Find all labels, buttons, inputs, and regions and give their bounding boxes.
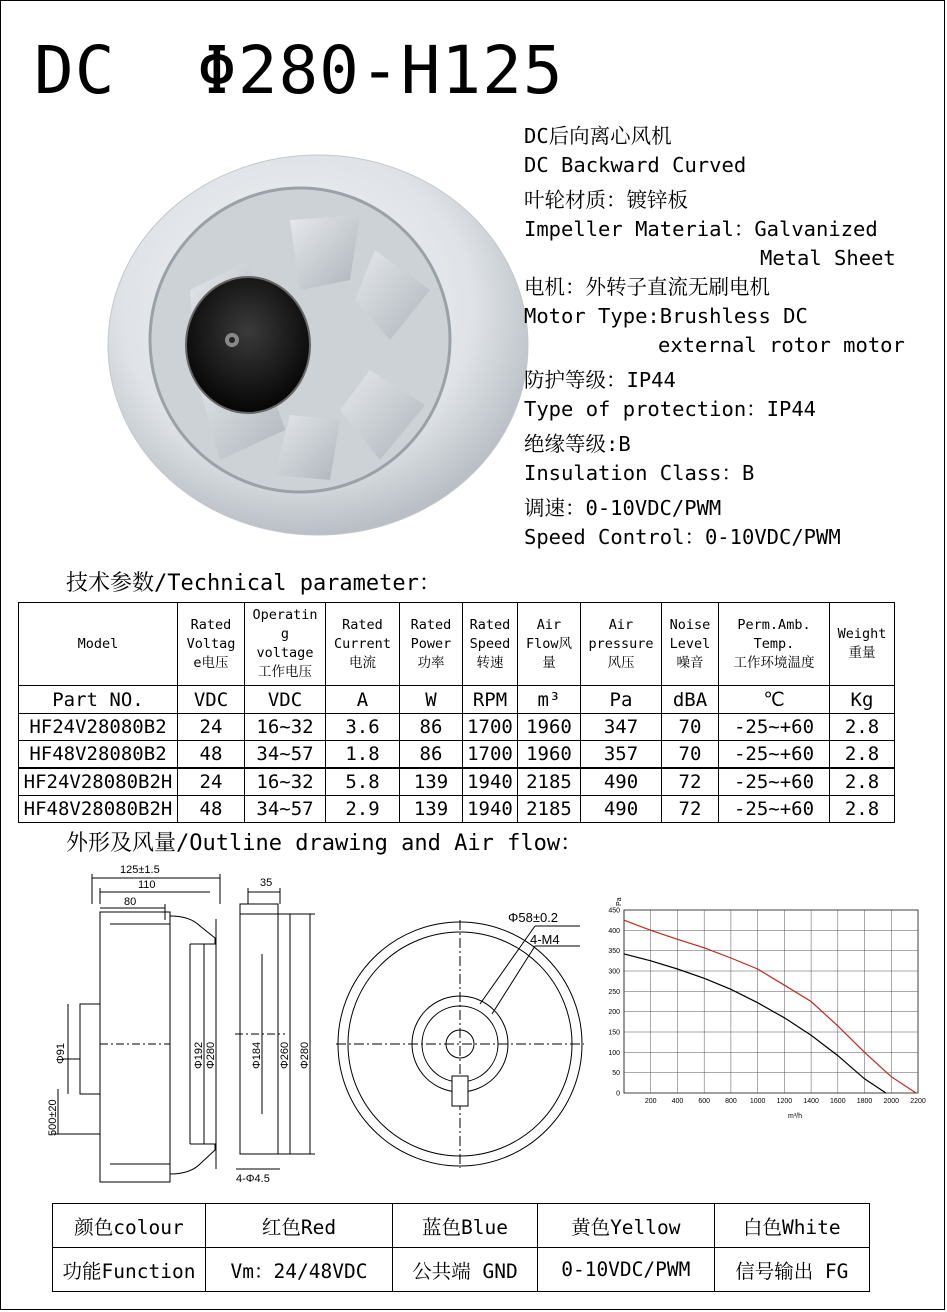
table-cell: VDC (245, 686, 326, 714)
colour-cell: 黄色Yellow (537, 1204, 714, 1248)
dim-125: 125±1.5 (120, 864, 160, 876)
header-cell: Weight 重量 (830, 603, 895, 686)
table-cell: 48 (178, 741, 245, 769)
y-tick-label: 250 (608, 988, 620, 996)
table-row (19, 796, 895, 823)
function-cell: 信号输出 FG (714, 1248, 869, 1292)
wiring-table (52, 1203, 870, 1292)
y-tick-label: 300 (608, 968, 620, 976)
x-tick-label: 800 (725, 1098, 737, 1105)
table-cell: 24 (178, 768, 245, 796)
x-tick-label: 600 (698, 1098, 711, 1105)
dim-phi260: Φ260 (279, 1041, 291, 1069)
table-cell: ℃ (719, 686, 830, 714)
table-cell: 1700 (463, 741, 518, 769)
chart-ylabel: Pa (616, 897, 623, 906)
y-tick-label: 350 (608, 948, 620, 956)
table-cell: Kg (830, 686, 895, 714)
y-tick-label: 0 (616, 1090, 620, 1098)
table-cell: 1.8 (326, 741, 400, 769)
airflow-chart (596, 888, 936, 1120)
wiring-colour-row (53, 1204, 870, 1248)
header-cell: Rated Speed 转速 (463, 603, 518, 686)
outline-heading: 外形及风量/Outline drawing and Air flow： (66, 831, 583, 856)
tech-heading: 技术参数/Technical parameter： (66, 571, 441, 596)
y-tick-label: 150 (608, 1029, 620, 1037)
table-cell: 1960 (518, 714, 581, 741)
spec-type-en: DC Backward Curved (524, 153, 747, 177)
x-tick-label: 2200 (910, 1098, 926, 1105)
x-tick-label: 1000 (749, 1098, 766, 1105)
spec-impeller-cn: 叶轮材质：镀锌板 (524, 188, 688, 212)
table-cell: 490 (581, 796, 662, 823)
table-cell: 2.9 (326, 796, 400, 823)
table-cell: 70 (662, 741, 719, 769)
spec-impeller-en-2: Metal Sheet (760, 246, 896, 270)
y-tick-label: 450 (608, 907, 620, 915)
table-cell: 72 (662, 796, 719, 823)
outline-drawing (40, 864, 600, 1194)
x-tick-label: 1400 (803, 1098, 819, 1105)
table-cell: 490 (581, 768, 662, 796)
table-cell: HF48V28080B2H (19, 796, 178, 823)
x-tick-label: 400 (671, 1098, 684, 1105)
table-cell: m³ (518, 686, 581, 714)
spec-motor-cn: 电机：外转子直流无刷电机 (524, 275, 770, 299)
table-cell: -25~+60 (719, 714, 830, 741)
colour-cell: 蓝色Blue (393, 1204, 538, 1248)
table-cell: 2185 (518, 768, 581, 796)
dim-80: 80 (124, 896, 137, 908)
table-cell: 2.8 (830, 714, 895, 741)
dim-phi91: Φ91 (55, 1042, 67, 1064)
table-cell: Part NO. (19, 686, 178, 714)
spec-impeller-en-1: Impeller Material：Galvanized (524, 217, 878, 241)
table-cell: 86 (400, 741, 463, 769)
page-title: DC Φ280-H125 (34, 32, 564, 109)
tech-table (18, 602, 895, 823)
x-tick-label: 1600 (830, 1098, 846, 1105)
series-line (624, 954, 886, 1093)
table-cell: W (400, 686, 463, 714)
table-cell: 5.8 (326, 768, 400, 796)
table-cell: 34~57 (245, 796, 326, 823)
dim-m4: 4-M4 (530, 932, 560, 947)
table-cell: 34~57 (245, 741, 326, 769)
table-cell: HF24V28080B2H (19, 768, 178, 796)
table-cell: -25~+60 (719, 796, 830, 823)
table-cell: -25~+60 (719, 768, 830, 796)
header-cell: Air Flow风 量 (518, 603, 581, 686)
table-cell: 16~32 (245, 768, 326, 796)
header-cell: Perm.Amb. Temp. 工作环境温度 (719, 603, 830, 686)
y-tick-label: 200 (608, 1009, 620, 1017)
spec-insulation-cn: 绝缘等级:B (524, 432, 631, 456)
table-cell: 347 (581, 714, 662, 741)
spec-motor-en-1: Motor Type:Brushless DC (524, 304, 808, 328)
table-cell: Pa (581, 686, 662, 714)
function-cell: Vm：24/48VDC (206, 1248, 393, 1292)
colour-cell: 白色White (714, 1204, 869, 1248)
table-cell: 48 (178, 796, 245, 823)
table-cell: 139 (400, 796, 463, 823)
units-row (19, 686, 895, 714)
dim-phi280: Φ280 (205, 1041, 217, 1069)
header-cell: Model (19, 603, 178, 686)
dim-110: 110 (138, 879, 156, 891)
dim-phi58: Φ58±0.2 (508, 910, 559, 925)
table-cell: 1960 (518, 741, 581, 769)
header-cell: Rated Power 功率 (400, 603, 463, 686)
spec-speed-cn: 调速：0-10VDC/PWM (524, 496, 722, 520)
table-cell: 2185 (518, 796, 581, 823)
tech-header-row (19, 603, 895, 686)
header-cell: Air pressure 风压 (581, 603, 662, 686)
dim-500: 500±20 (47, 1099, 59, 1136)
function-label: 功能Function (53, 1248, 206, 1292)
colour-cell: 红色Red (206, 1204, 393, 1248)
table-row (19, 741, 895, 769)
table-cell: 1940 (463, 768, 518, 796)
spec-type-cn: DC后向离心风机 (524, 124, 672, 148)
y-tick-label: 400 (608, 927, 620, 935)
dim-holes: 4-Φ4.5 (236, 1173, 270, 1185)
spec-motor-en-2: external rotor motor (658, 333, 905, 357)
table-cell: 70 (662, 714, 719, 741)
dim-phi280: Φ280 (299, 1041, 311, 1069)
table-cell: 139 (400, 768, 463, 796)
dim-35: 35 (260, 877, 273, 889)
y-tick-label: 50 (612, 1070, 620, 1078)
spec-protection-cn: 防护等级：IP44 (524, 368, 676, 392)
dim-phi184: Φ184 (251, 1041, 263, 1069)
plot-area (624, 910, 918, 1093)
function-cell: 公共端 GND (393, 1248, 538, 1292)
chart-xlabel: m³/h (788, 1113, 802, 1120)
header-cell: Noise Level 噪音 (662, 603, 719, 686)
table-cell: 24 (178, 714, 245, 741)
spec-protection-en: Type of protection：IP44 (524, 397, 817, 421)
spec-insulation-en: Insulation Class：B (524, 461, 755, 485)
table-cell: 16~32 (245, 714, 326, 741)
header-cell: Rated Voltag e电压 (178, 603, 245, 686)
table-cell: dBA (662, 686, 719, 714)
colour-label: 颜色colour (53, 1204, 206, 1248)
spec-list (524, 122, 905, 552)
table-cell: 357 (581, 741, 662, 769)
table-cell: VDC (178, 686, 245, 714)
table-row (19, 714, 895, 741)
header-cell: Rated Current 电流 (326, 603, 400, 686)
y-tick-label: 100 (608, 1049, 620, 1057)
header-cell: Operatin g voltage 工作电压 (245, 603, 326, 686)
table-cell: HF48V28080B2 (19, 741, 178, 769)
table-cell: RPM (463, 686, 518, 714)
table-cell: A (326, 686, 400, 714)
table-cell: 86 (400, 714, 463, 741)
wiring-function-row (53, 1248, 870, 1292)
table-cell: 2.8 (830, 741, 895, 769)
function-cell: 0-10VDC/PWM (537, 1248, 714, 1292)
series-line (624, 920, 916, 1093)
x-tick-label: 2000 (883, 1098, 900, 1105)
x-tick-label: 1800 (856, 1098, 873, 1105)
table-row (19, 768, 895, 796)
table-cell: 72 (662, 768, 719, 796)
table-cell: 2.8 (830, 768, 895, 796)
table-cell: HF24V28080B2 (19, 714, 178, 741)
x-tick-label: 200 (644, 1098, 657, 1105)
dim-phi192: Φ192 (193, 1041, 205, 1069)
table-cell: 1940 (463, 796, 518, 823)
table-cell: 3.6 (326, 714, 400, 741)
table-cell: 1700 (463, 714, 518, 741)
table-cell: -25~+60 (719, 741, 830, 769)
spec-speed-en: Speed Control：0-10VDC/PWM (524, 525, 841, 549)
x-tick-label: 1200 (776, 1098, 793, 1105)
table-cell: 2.8 (830, 796, 895, 823)
fan-product-image (100, 140, 540, 550)
